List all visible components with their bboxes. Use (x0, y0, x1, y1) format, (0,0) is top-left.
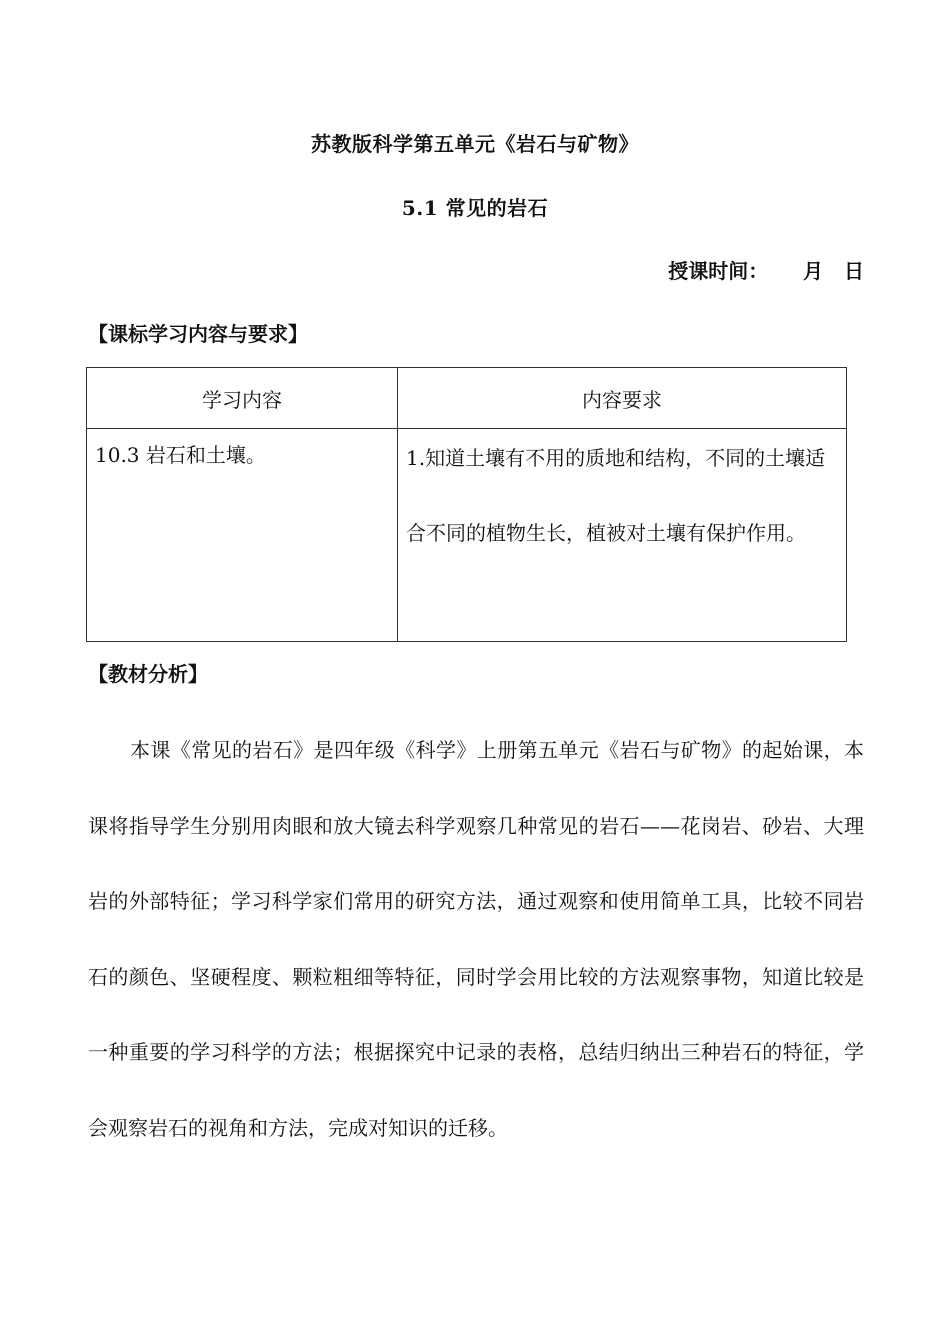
document-title: 苏教版科学第五单元《岩石与矿物》 (311, 132, 639, 156)
standards-table (86, 367, 847, 642)
table-header-row (87, 368, 847, 429)
column-header-content: 学习内容 (87, 368, 398, 429)
column-header-requirement: 内容要求 (398, 368, 847, 429)
standards-heading: 【课标学习内容与要求】 (88, 322, 308, 346)
lesson-title: 5.1 常见的岩石 (401, 196, 549, 220)
cell-content: 10.3 岩石和土壤。 (87, 429, 398, 642)
teaching-date-line: 授课时间： 月 日 (668, 259, 864, 283)
analysis-paragraph: 本课《常见的岩石》是四年级《科学》上册第五单元《岩石与矿物》的起始课，本课将指导学生分别用肉眼和放大镜去科学观察几种常见的岩石——花岗岩、砂岩、大理岩的外部特征；学习科学家们常用的研究方法，通过观察和使用简单工具，比较不同岩石的颜色、坚硬程度、颗粒粗细等特征，同时学会用比较的方法观察事物，知道比较是一种重要的学习科学的方法；根据探究中记录的表格，总结归纳出三种岩石的特征，学会观察岩石的视角和方法，完成对知识的迁移。 (88, 738, 864, 1140)
cell-requirement (398, 429, 847, 642)
requirement-text: 1.知道土壤有不用的质地和结构，不同的土壤适合不同的植物生长，植被对土壤有保护作用。 (406, 446, 826, 545)
analysis-heading: 【教材分析】 (88, 662, 208, 686)
table-row (87, 429, 847, 642)
